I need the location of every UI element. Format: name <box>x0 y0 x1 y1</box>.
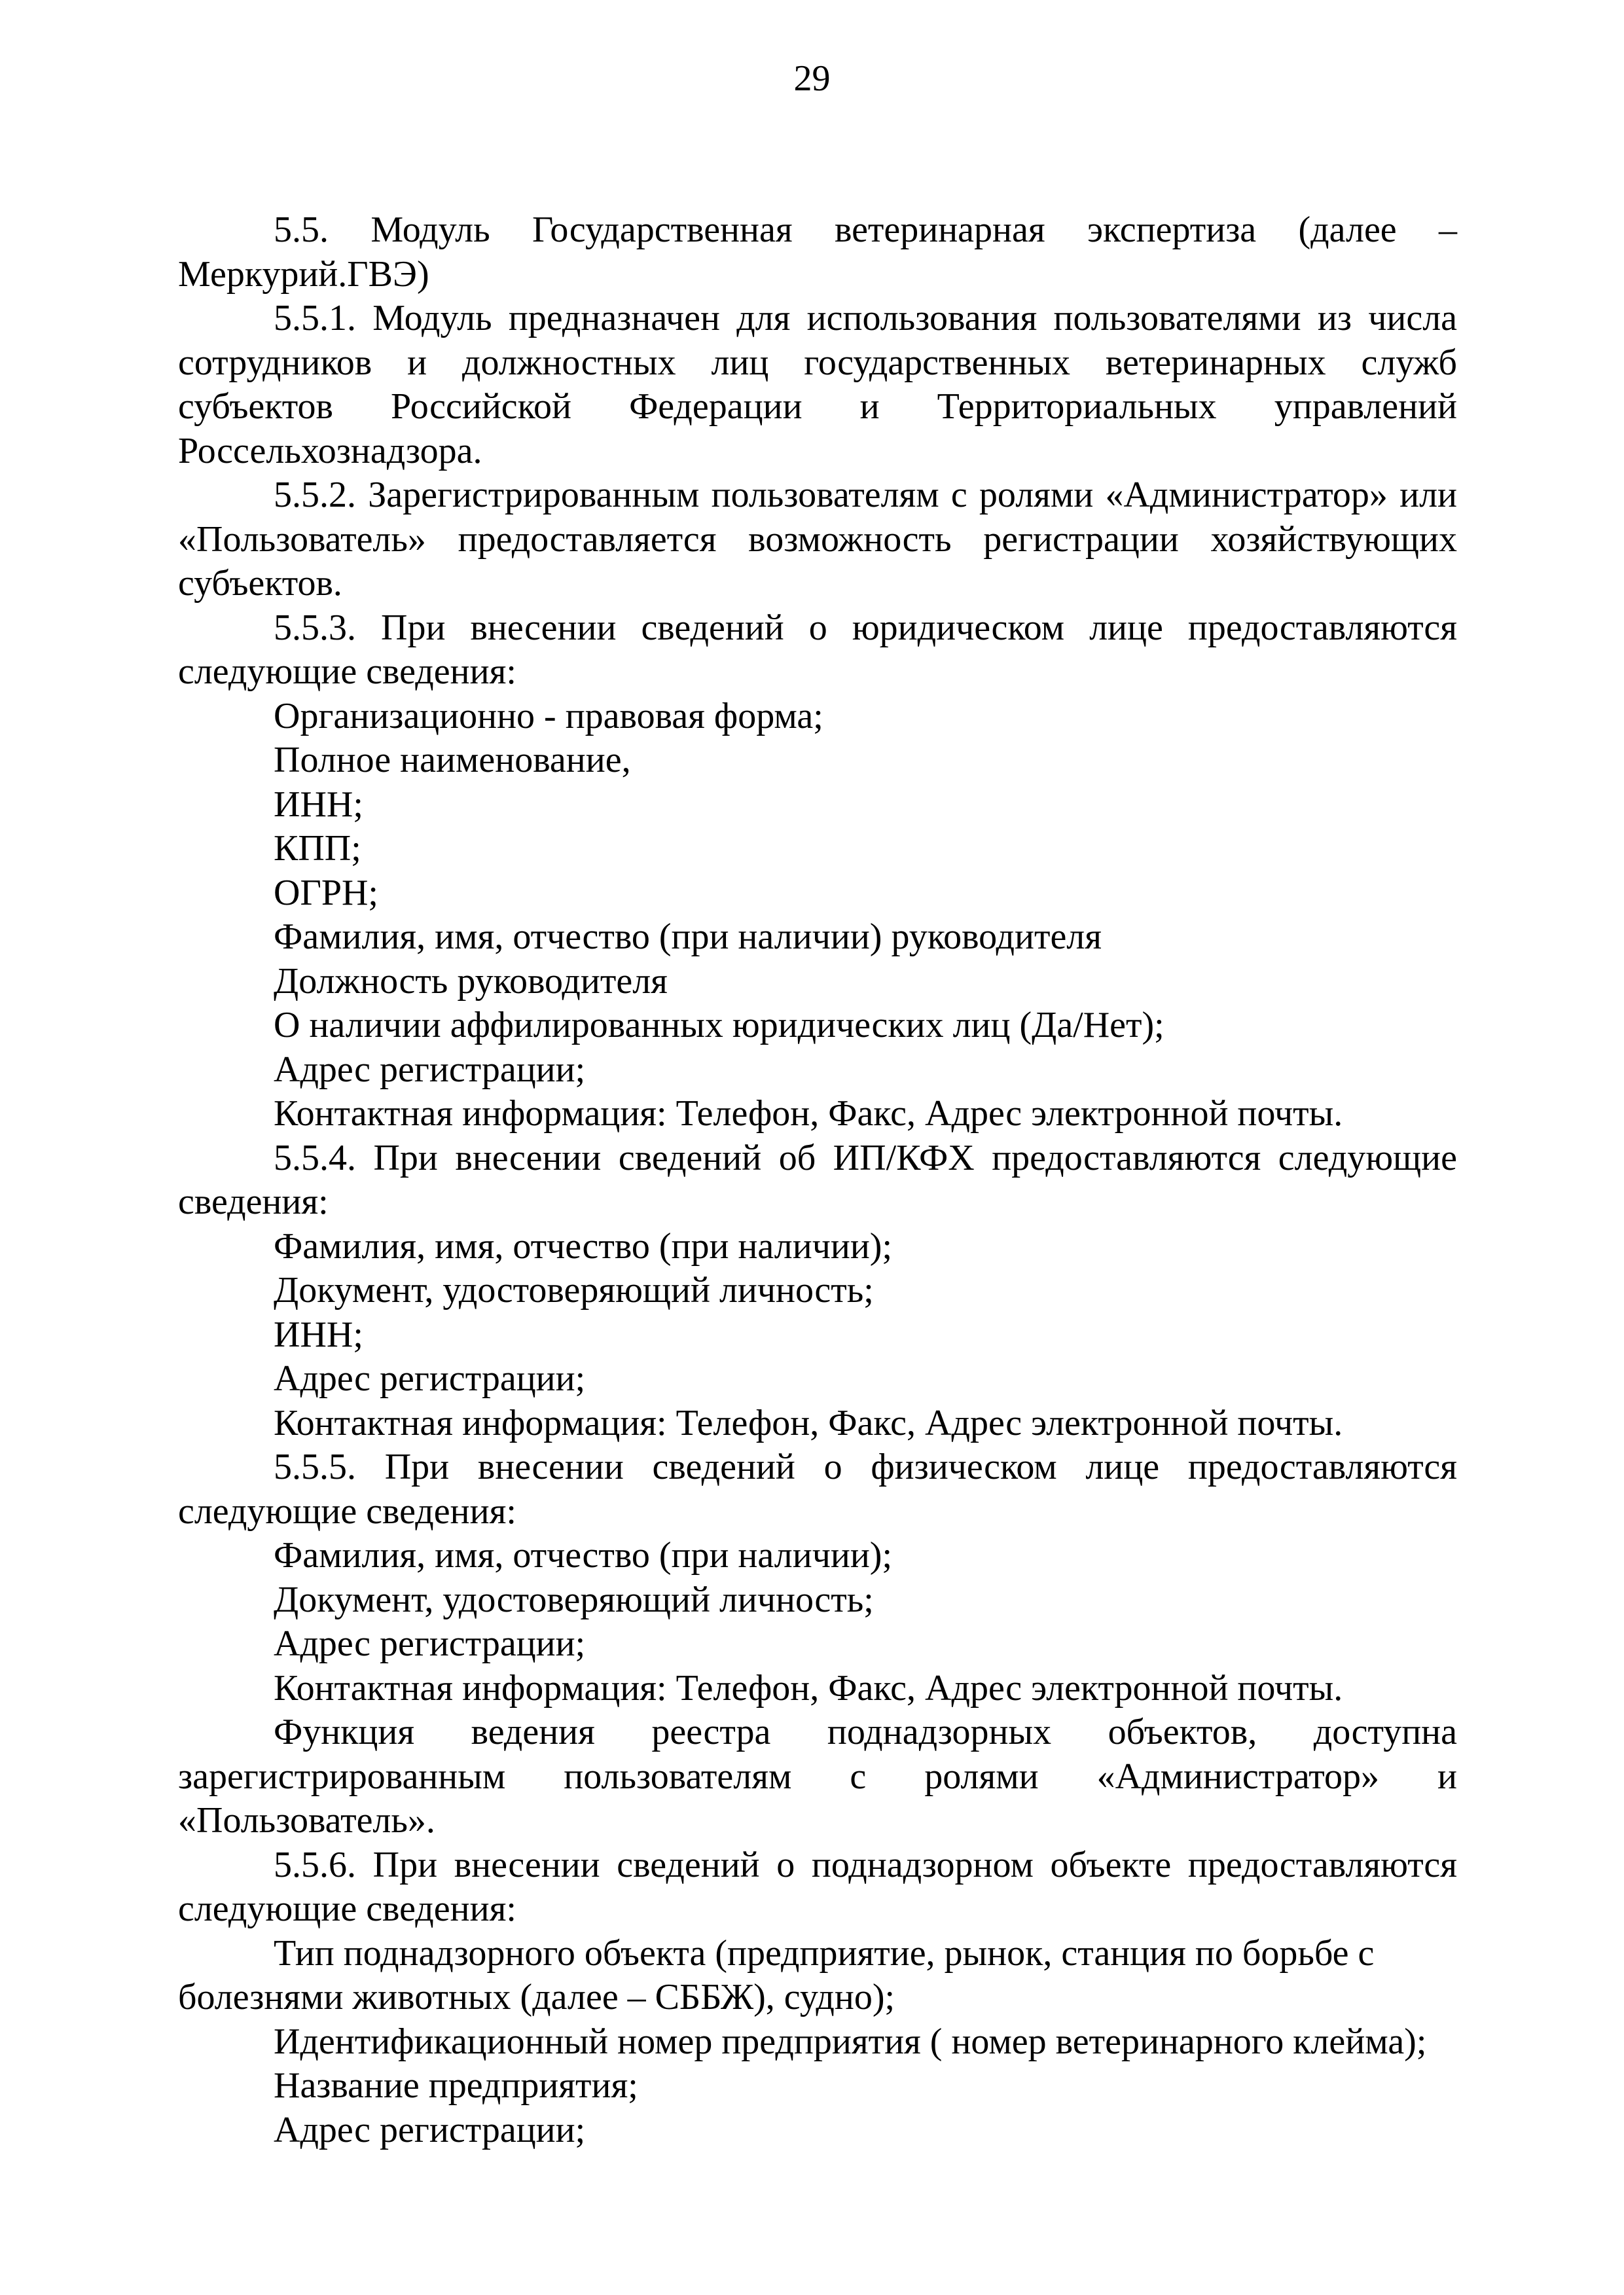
list-item: О наличии аффилированных юридических лиц (Да/Нет); <box>274 1005 1164 1045</box>
paragraph-5-5-5: 5.5.5. При внесении сведений о физическом лице предоставляются следующие сведения: <box>178 1447 1457 1532</box>
list-item: ИНН; <box>274 784 363 825</box>
list-item: Документ, удостоверяющий личность; <box>274 1270 874 1310</box>
paragraph-5-5-1: 5.5.1. Модуль предназначен для использования пользователями из числа сотрудников и должностных лиц государственных ветеринарных служб субъектов Российской Федерации и Территориальных управлений Россельхознадзора. <box>178 298 1457 471</box>
paragraph-5-5-6: 5.5.6. При внесении сведений о поднадзорном объекте предоставляются следующие сведения: <box>178 1844 1457 1929</box>
list-item: Адрес регистрации; <box>274 1623 586 1664</box>
individual-list <box>178 1534 1457 1710</box>
list-item: Идентификационный номер предприятия ( номер ветеринарного клейма); <box>274 2021 1427 2062</box>
list-item: КПП; <box>274 828 361 869</box>
list-item: Фамилия, имя, отчество (при наличии); <box>274 1225 892 1267</box>
object-list <box>178 1932 1457 2153</box>
list-item: ОГРН; <box>274 872 378 913</box>
list-item: Контактная информация: Телефон, Факс, Адрес электронной почты. <box>274 1402 1343 1443</box>
list-item: Контактная информация: Телефон, Факс, Адрес электронной почты. <box>274 1093 1343 1134</box>
list-item: Должность руководителя <box>274 960 668 1002</box>
list-item: Адрес регистрации; <box>274 2109 586 2150</box>
list-item: Организационно - правовая форма; <box>274 695 823 736</box>
list-item: Адрес регистрации; <box>274 1358 586 1399</box>
list-item: Адрес регистрации; <box>274 1049 586 1090</box>
paragraph-5-5-3: 5.5.3. При внесении сведений о юридическом лице предоставляются следующие сведения: <box>178 607 1457 692</box>
list-item: Документ, удостоверяющий личность; <box>274 1579 874 1620</box>
list-item: Контактная информация: Телефон, Факс, Адрес электронной почты. <box>274 1667 1343 1708</box>
section-heading-5-5: 5.5. Модуль Государственная ветеринарная экспертиза (далее – Меркурий.ГВЭ) <box>178 209 1457 295</box>
list-item: Фамилия, имя, отчество (при наличии) руководителя <box>274 916 1102 957</box>
list-item: ИНН; <box>274 1314 363 1355</box>
ip-list <box>178 1225 1457 1446</box>
paragraph-5-5-2: 5.5.2. Зарегистрированным пользователям с ролями «Администратор» или «Пользователь» предоставляется возможность регистрации хозяйствующих субъектов. <box>178 475 1457 604</box>
list-item: Название предприятия; <box>274 2065 638 2106</box>
list-item: Тип поднадзорного объекта (предприятие, рынок, станция по борьбе с болезнями животных (далее – СББЖ), судно); <box>178 1932 1375 2017</box>
list-item: Полное наименование, <box>274 740 631 780</box>
document-body <box>178 208 1457 2152</box>
legal-entity-list <box>178 695 1457 1136</box>
paragraph-5-5-4: 5.5.4. При внесении сведений об ИП/КФХ предоставляются следующие сведения: <box>178 1137 1457 1222</box>
page-number: 29 <box>793 58 831 99</box>
registry-paragraph: Функция ведения реестра поднадзорных объектов, доступна зарегистрированным пользователям с ролями «Администратор» и «Пользователь». <box>178 1712 1457 1841</box>
list-item: Фамилия, имя, отчество (при наличии); <box>274 1535 892 1576</box>
